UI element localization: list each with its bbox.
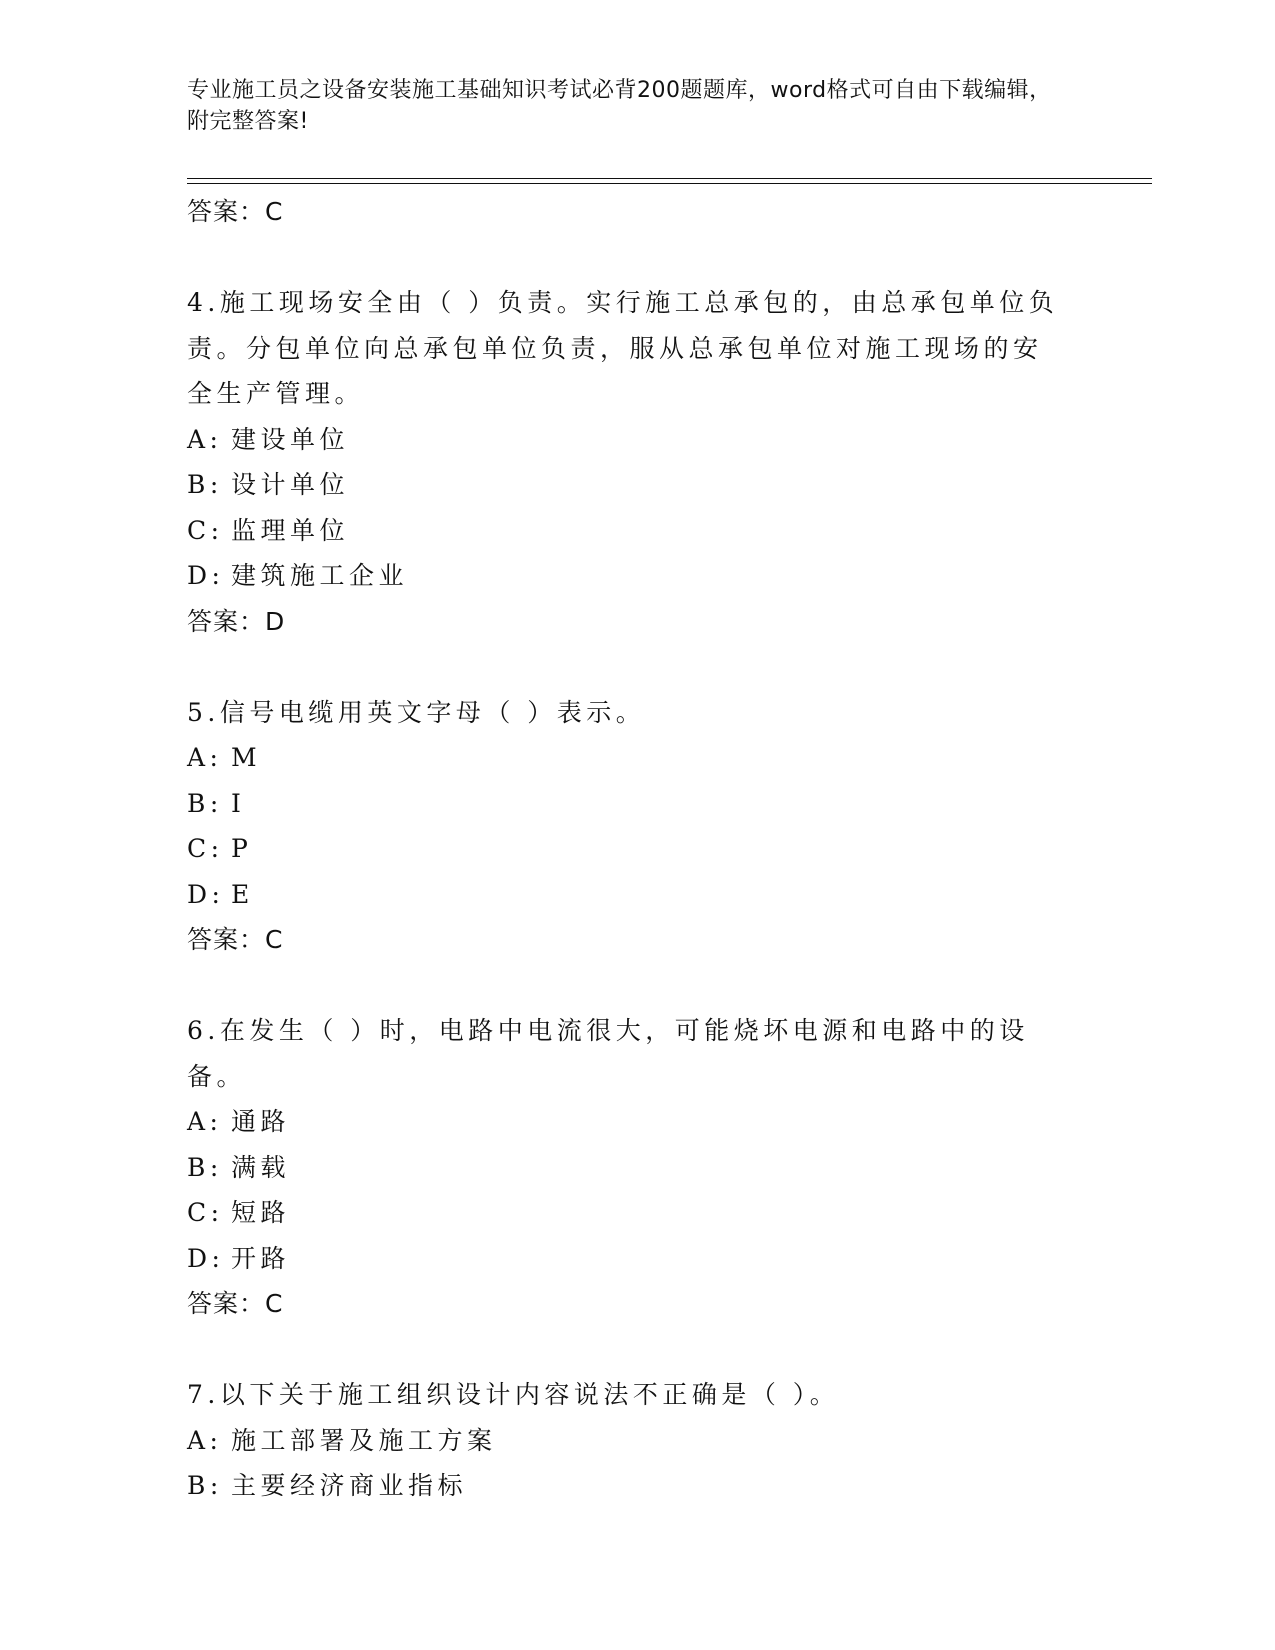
option-text: E [231,879,254,909]
option-text: 短路 [231,1198,291,1227]
block-spacer [187,234,1067,280]
question-text: 4.施工现场安全由（ ）负责。实行施工总承包的，由总承包单位负责。分包单位向总承包单位负责，服从总承包单位对施工现场的安全生产管理。 [187,288,1059,408]
block-spacer [187,1326,1067,1372]
question-block [187,690,1067,963]
option-text: 施工部署及施工方案 [231,1425,497,1455]
option-b [187,1145,1067,1191]
option-a [187,417,1067,463]
option-b [187,781,1067,827]
option-text: 建筑施工企业 [231,561,409,590]
question-block [187,280,1067,644]
question-block [187,1008,1067,1326]
option-d [187,553,1067,599]
document-header [187,75,1067,137]
question-text: 6.在发生（ ）时，电路中电流很大，可能烧坏电源和电路中的设备。 [187,1016,1029,1091]
option-text: 满载 [231,1152,291,1182]
block-spacer [187,962,1067,1008]
option-letter: C: [187,515,224,545]
option-letter: C: [187,834,224,863]
option-letter: A: [187,1107,223,1136]
option-b [187,1463,1067,1509]
option-letter: A: [187,424,223,454]
question-block [187,1372,1067,1509]
option-text: I [231,788,246,818]
header-rule-top [187,178,1152,179]
answer-label: 答案：C [187,197,284,226]
option-letter: D: [187,879,225,909]
answer-label: 答案：C [187,925,284,954]
option-c [187,826,1067,872]
option-text: 通路 [231,1107,291,1136]
question-text: 5.信号电缆用英文字母（ ）表示。 [187,697,646,727]
answer-label: 答案：D [187,606,286,636]
option-letter: A: [187,1425,223,1455]
question-list [187,189,1067,1509]
option-text: P [231,834,253,863]
document-title: 专业施工员之设备安装施工基础知识考试必背200题题库，word格式可自由下载编辑，附完整答案! [187,78,1052,134]
header-rule-bottom [187,183,1152,184]
option-text: 建设单位 [231,424,350,454]
option-a [187,1418,1067,1464]
option-letter: B: [187,1152,223,1182]
option-letter: C: [187,1198,224,1227]
option-d [187,872,1067,918]
option-text: 设计单位 [231,470,350,499]
option-letter: D: [187,561,225,590]
option-text: 主要经济商业指标 [231,1471,468,1500]
option-c [187,508,1067,554]
option-letter: A: [187,743,223,772]
answer-label: 答案：C [187,1289,284,1318]
option-text: M [231,743,262,772]
option-c [187,1190,1067,1236]
option-b [187,462,1067,508]
option-a [187,735,1067,781]
option-text: 开路 [231,1243,291,1273]
option-d [187,1236,1067,1282]
option-letter: B: [187,1471,223,1500]
option-a [187,1099,1067,1145]
option-letter: D: [187,1243,225,1273]
option-letter: B: [187,788,223,818]
block-spacer [187,644,1067,690]
option-letter: B: [187,470,223,499]
option-text: 监理单位 [231,515,350,545]
question-text: 7.以下关于施工组织设计内容说法不正确是（ ）。 [187,1380,840,1409]
